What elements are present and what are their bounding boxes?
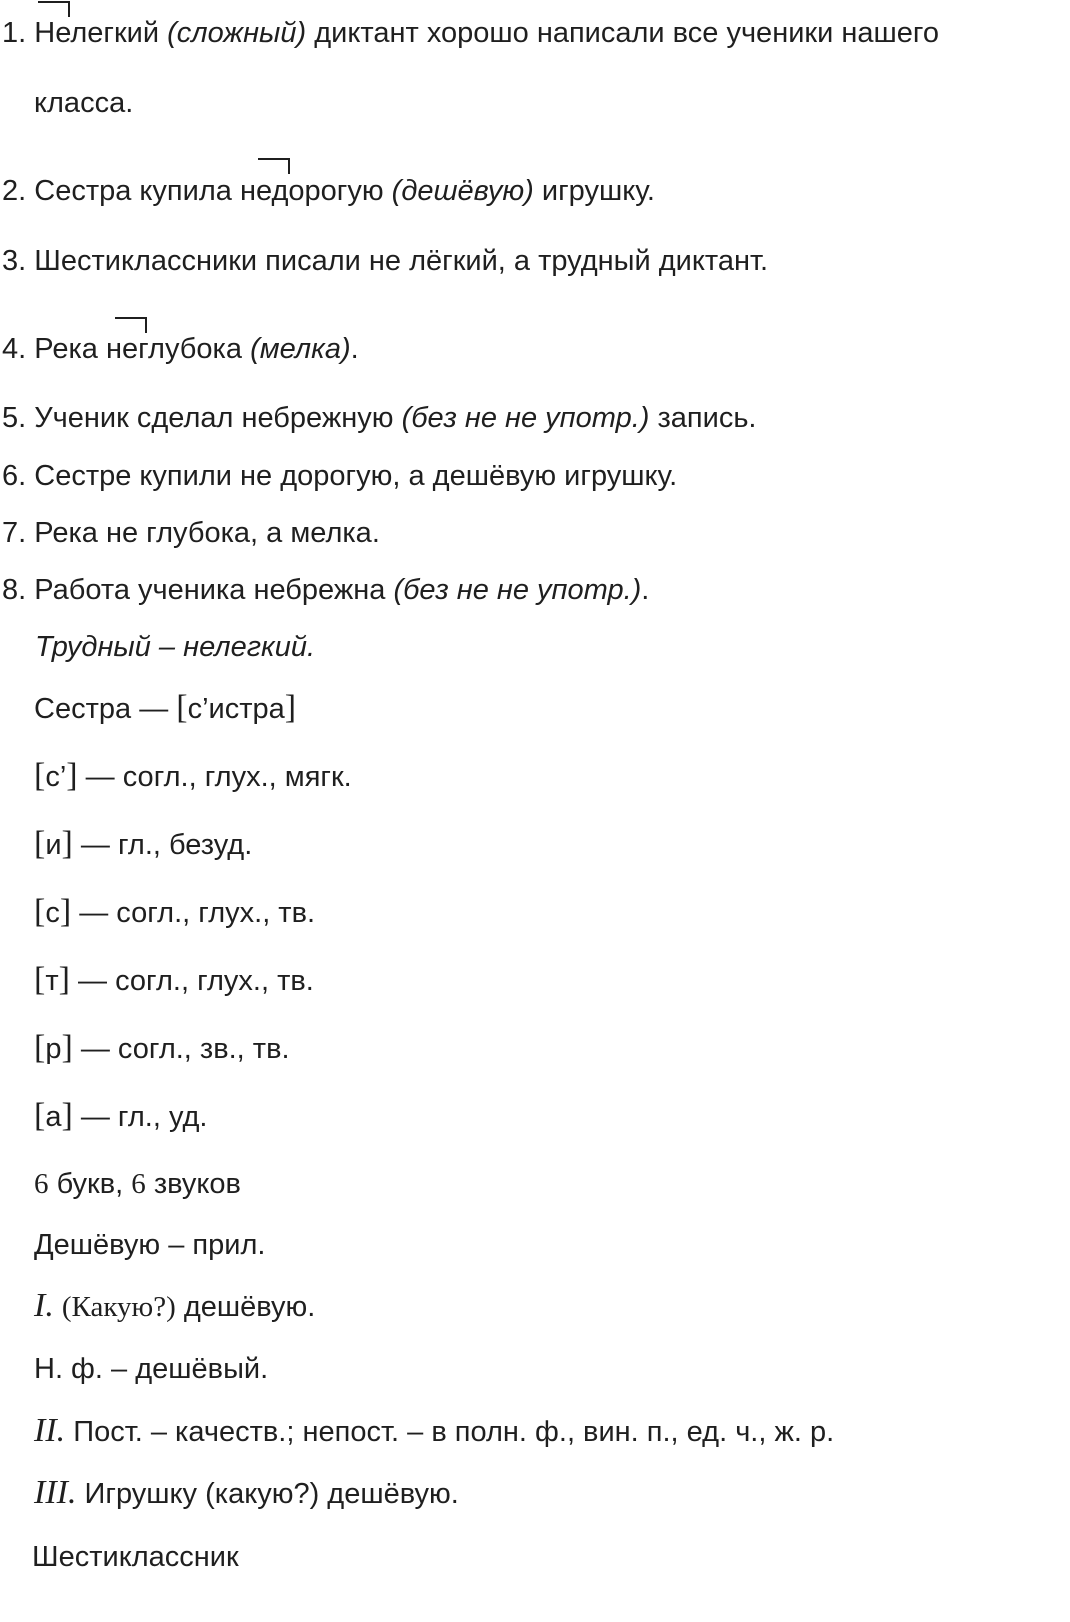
item-number: 2. — [2, 175, 27, 207]
dash: — — [80, 829, 110, 861]
item-number: 5. — [2, 402, 27, 434]
dash: — — [78, 965, 108, 997]
sentence-note: (без не не употр.) — [401, 402, 650, 434]
dash: — — [80, 1101, 110, 1133]
sentence-text: . — [350, 333, 359, 365]
letter-label: букв, — [56, 1168, 124, 1200]
sound: с’ — [45, 761, 67, 793]
item-number: 1. — [2, 17, 27, 49]
item-number: 3. — [2, 245, 27, 277]
sentence-3 — [2, 241, 768, 281]
sentence-text: Сестре купили не дорогую, а дешёвую игрушку. — [34, 460, 678, 492]
sentence-text: игрушку. — [541, 175, 655, 207]
letter-count: 6 — [34, 1168, 49, 1200]
sentence-1-continuation — [34, 83, 133, 123]
sound: т — [45, 965, 59, 997]
sentence-text: диктант хорошо написали все ученики нашего — [314, 17, 939, 49]
sentence-2 — [2, 171, 655, 211]
sound-row: [с] — согл., глух., тв. — [34, 893, 316, 930]
sentence-4 — [2, 329, 359, 369]
sentence-7 — [2, 513, 380, 553]
sound-row: [т] — согл., глух., тв. — [34, 961, 314, 998]
sound-row: [р] — согл., зв., тв. — [34, 1029, 290, 1066]
sentence-note: (мелка) — [250, 333, 351, 365]
sound-description: согл., зв., тв. — [117, 1033, 290, 1065]
sentence-note: (сложный) — [167, 17, 307, 49]
item-number: 8. — [2, 574, 27, 606]
sentence-5 — [2, 398, 757, 438]
morpheme-mark — [115, 317, 147, 333]
sentence-text: Работа ученика небрежна — [34, 574, 386, 606]
sound-count: 6 — [131, 1168, 146, 1200]
answer: дешёвую. — [183, 1291, 316, 1323]
morph-step-2 — [34, 1411, 834, 1452]
sentence-text: Сестра купила — [34, 175, 232, 207]
sentence-8 — [2, 570, 649, 610]
sentence-text: Нелегкий — [34, 17, 160, 49]
dash: — — [139, 693, 169, 725]
sentence-text: . — [641, 574, 650, 606]
morph-step-3 — [34, 1473, 459, 1514]
sound-description: согл., глух., мягк. — [122, 761, 352, 793]
syntax-role: Игрушку (какую?) дешёвую. — [84, 1478, 459, 1510]
morph-heading: Дешёвую – прил. — [34, 1229, 266, 1261]
initial-form: Н. ф. – дешёвый. — [34, 1353, 269, 1385]
synonym-line: Трудный – нелегкий. — [35, 631, 316, 663]
question: (Какую?) — [61, 1291, 176, 1323]
sound: и — [45, 829, 62, 861]
roman-numeral: III. — [34, 1474, 77, 1511]
sound-row: [и] — гл., безуд. — [34, 825, 253, 862]
dash: — — [79, 897, 109, 929]
morpheme-mark — [38, 1, 70, 17]
sentence-text: Шестиклассники писали не лёгкий, а трудный диктант. — [34, 245, 769, 277]
sentence-text: Река не глубока, а мелка. — [34, 517, 380, 549]
sound-row: [а] — гл., уд. — [34, 1097, 208, 1134]
sound-row: [с’] — согл., глух., мягк. — [34, 757, 352, 794]
sentence-text: Река — [34, 333, 98, 365]
dash: — — [80, 1033, 110, 1065]
sentence-text: класса. — [34, 87, 134, 119]
sound-description: согл., глух., тв. — [116, 897, 316, 929]
roman-numeral: I. — [34, 1287, 54, 1324]
sound: а — [45, 1101, 62, 1133]
morph-features: Пост. – качеств.; непост. – в полн. ф., вин. п., ед. ч., ж. р. — [73, 1416, 835, 1448]
sound-label: звуков — [153, 1168, 241, 1200]
sentence-text: запись. — [657, 402, 757, 434]
morph-step-1 — [34, 1286, 315, 1327]
item-number: 4. — [2, 333, 27, 365]
marked-word: недорогую — [239, 175, 384, 207]
sound: р — [45, 1033, 62, 1065]
sentence-6 — [2, 456, 677, 496]
roman-numeral: II. — [34, 1412, 66, 1449]
sentence-text: Ученик сделал небрежную — [34, 402, 394, 434]
morpheme-mark — [258, 158, 290, 174]
item-number: 6. — [2, 460, 27, 492]
item-number: 7. — [2, 517, 27, 549]
sound-description: гл., безуд. — [117, 829, 253, 861]
next-word: Шестиклассник — [32, 1541, 239, 1573]
dash: — — [85, 761, 115, 793]
sentence-note: (дешёвую) — [391, 175, 534, 207]
word: Сестра — [34, 693, 132, 725]
sound-description: согл., глух., тв. — [115, 965, 314, 997]
sound: с — [45, 897, 60, 929]
sentence-1 — [2, 13, 939, 53]
letter-sound-count — [34, 1164, 241, 1204]
sound-description: гл., уд. — [117, 1101, 208, 1133]
transcription-line: Сестра — [с’истра] — [34, 689, 297, 726]
sentence-note: (без не не употр.) — [393, 574, 642, 606]
transcription: с’истра — [187, 693, 285, 725]
marked-word: неглубока — [105, 333, 242, 365]
